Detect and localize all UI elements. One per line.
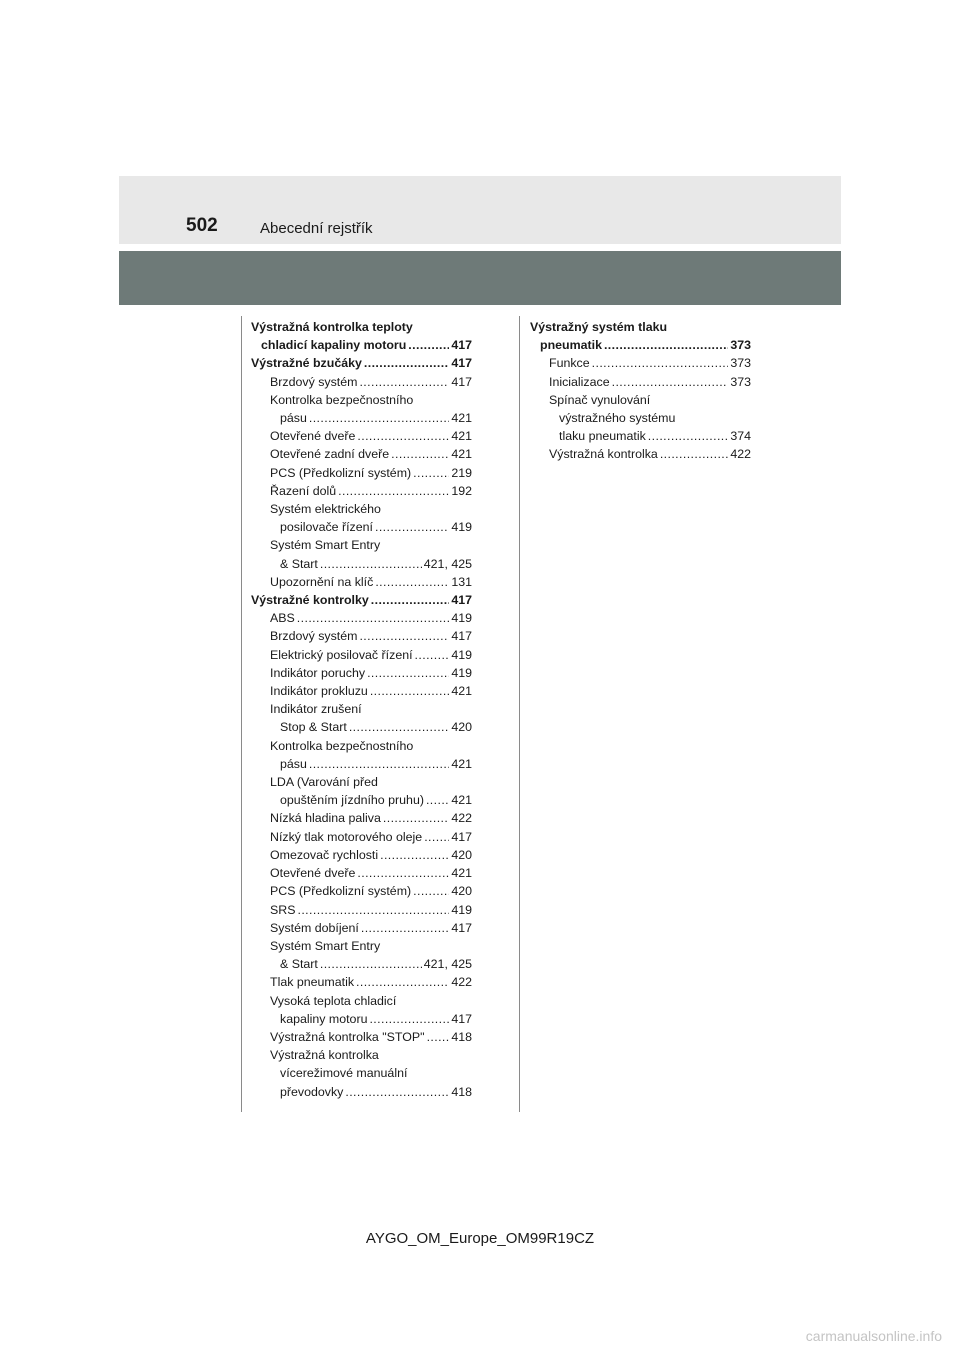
index-entry-page[interactable]: 421: [451, 793, 472, 808]
index-entry-term: ABS: [270, 611, 295, 626]
index-entry-term: Systém elektrického: [270, 502, 381, 517]
index-entry: [530, 445, 751, 463]
index-entry: [251, 773, 472, 791]
index-entry: [251, 482, 472, 500]
dot-leader: [426, 791, 449, 809]
index-entry-term: Otevřené dveře: [270, 866, 356, 881]
dot-leader: [424, 828, 449, 846]
index-entry-page[interactable]: 417: [451, 374, 472, 389]
index-entry: [251, 737, 472, 755]
index-entry-page[interactable]: 417: [451, 593, 472, 608]
index-entry: [251, 700, 472, 718]
index-entry-term: Elektrický posilovač řízení: [270, 647, 413, 662]
dot-leader: [367, 664, 449, 682]
index-entry-page[interactable]: 219: [451, 465, 472, 480]
index-entry-term: Nízký tlak motorového oleje: [270, 829, 423, 844]
index-entry: [530, 336, 751, 354]
index-entry-term: Výstražný systém tlaku: [530, 320, 668, 334]
index-entry: [251, 846, 472, 864]
index-entry-term: Systém dobíjení: [270, 920, 359, 935]
index-entry-page[interactable]: 417: [451, 829, 472, 844]
index-entry: [251, 591, 472, 609]
index-entry: [251, 536, 472, 554]
index-entry: [251, 882, 472, 900]
index-entry-term: Výstražné bzučáky: [251, 356, 362, 371]
index-entry: [251, 973, 472, 991]
index-entry: [251, 555, 472, 573]
dot-leader: [338, 482, 449, 500]
dot-leader: [592, 354, 729, 372]
index-entry-page[interactable]: 192: [451, 483, 472, 498]
index-entry-term: Indikátor prokluzu: [270, 684, 368, 699]
index-entry: [251, 791, 472, 809]
index-entry-page[interactable]: 421: [451, 866, 472, 881]
dot-leader: [309, 755, 449, 773]
index-entry: [251, 500, 472, 518]
dot-leader: [660, 445, 729, 463]
dot-leader: [320, 555, 422, 573]
index-entry-term: pásu: [280, 756, 307, 771]
dot-leader: [413, 882, 449, 900]
dot-leader: [357, 427, 449, 445]
index-entry: [251, 445, 472, 463]
index-entry-page[interactable]: 421: [451, 684, 472, 699]
index-entry-term: chladicí kapaliny motoru: [261, 338, 407, 353]
index-entry-term: převodovky: [280, 1084, 344, 1099]
index-entry-term: Otevřené dveře: [270, 429, 356, 444]
dot-leader: [356, 973, 449, 991]
dot-leader: [427, 1028, 450, 1046]
index-entry-page[interactable]: 417: [451, 338, 472, 353]
index-entry-page[interactable]: 421: [451, 447, 472, 462]
dot-leader: [612, 373, 729, 391]
dot-leader: [364, 354, 449, 372]
index-entry-term: Výstražná kontrolka "STOP": [270, 1029, 425, 1044]
index-entry: [251, 373, 472, 391]
index-entry-term: Kontrolka bezpečnostního: [270, 392, 414, 407]
index-entry: [251, 919, 472, 937]
index-entry: [251, 682, 472, 700]
index-entry-term: Nízká hladina paliva: [270, 811, 381, 826]
index-entry: [251, 828, 472, 846]
index-entry-term: Řazení dolů: [270, 483, 337, 498]
index-entry-page[interactable]: 373: [730, 356, 751, 371]
index-entry-page[interactable]: 417: [451, 920, 472, 935]
dot-leader: [413, 464, 449, 482]
index-entry: [251, 937, 472, 955]
index-entry-term: Brzdový systém: [270, 374, 358, 389]
index-entry-term: Systém Smart Entry: [270, 538, 381, 553]
dot-leader: [369, 1010, 449, 1028]
index-entry: [251, 627, 472, 645]
index-entry-page[interactable]: 417: [451, 356, 472, 371]
index-entry-term: Výstražná kontrolka teploty: [251, 320, 413, 334]
index-entry: [251, 809, 472, 827]
index-entry-term: Omezovač rychlosti: [270, 847, 379, 862]
header-band: [119, 176, 841, 244]
index-entry-page[interactable]: 131: [451, 574, 472, 589]
index-entry-term: opuštěním jízdního pruhu): [280, 793, 424, 808]
index-entry: [251, 427, 472, 445]
dot-leader: [297, 901, 449, 919]
index-entry: [251, 755, 472, 773]
dot-leader: [361, 919, 449, 937]
right-column-rule: [519, 316, 520, 1112]
index-entry: [251, 646, 472, 664]
index-entry-page[interactable]: 419: [451, 611, 472, 626]
index-entry-page[interactable]: 418: [451, 1084, 472, 1099]
index-entry-term: vícerežimové manuální: [280, 1066, 408, 1081]
index-entry-page[interactable]: 421: [451, 756, 472, 771]
index-entry-term: Vysoká teplota chladicí: [270, 993, 397, 1008]
index-entry-page[interactable]: 421: [451, 411, 472, 426]
index-entry-page[interactable]: 418: [451, 1029, 472, 1044]
index-entry-page[interactable]: 417: [451, 1011, 472, 1026]
index-entry-term: Upozornění na klíč: [270, 574, 374, 589]
dot-leader: [370, 682, 450, 700]
dot-leader: [415, 646, 450, 664]
watermark: carmanualsonline.info: [805, 1328, 942, 1344]
index-entry: [251, 864, 472, 882]
index-entry-page[interactable]: 419: [451, 902, 472, 917]
index-entry: [251, 354, 472, 372]
index-entry-term: LDA (Varování před: [270, 775, 378, 790]
dot-leader: [391, 445, 449, 463]
index-entry: [530, 373, 751, 391]
index-entry: [530, 427, 751, 445]
index-entry: [251, 464, 472, 482]
index-entry-term: Stop & Start: [280, 720, 347, 735]
dot-leader: [648, 427, 729, 445]
dot-leader: [297, 609, 450, 627]
index-entry-page[interactable]: 422: [451, 975, 472, 990]
index-entry: [251, 518, 472, 536]
index-entry: [251, 718, 472, 736]
index-entry-term: Systém Smart Entry: [270, 938, 381, 953]
index-entry-term: Inicializace: [549, 374, 610, 389]
index-entry-term: Výstražná kontrolka: [549, 447, 658, 462]
index-entry-page[interactable]: 373: [730, 374, 751, 389]
index-entry: [251, 992, 472, 1010]
index-entry: [530, 354, 751, 372]
index-entry: [251, 409, 472, 427]
index-entry-page[interactable]: 421, 425: [423, 556, 472, 571]
index-entry-term: Tlak pneumatik: [270, 975, 355, 990]
dot-leader: [604, 336, 728, 354]
index-entry-term: Otevřené zadní dveře: [270, 447, 390, 462]
index-entry-term: posilovače řízení: [280, 520, 373, 535]
dot-leader: [359, 627, 449, 645]
index-entry: [251, 336, 472, 354]
left-column-rule: [241, 316, 242, 1112]
index-entry-page[interactable]: 420: [451, 847, 472, 862]
page-number: 502: [186, 215, 218, 236]
index-entry-term: kapaliny motoru: [280, 1011, 368, 1026]
index-column-left: [251, 318, 472, 1101]
index-entry-page[interactable]: 419: [451, 665, 472, 680]
index-entry-page[interactable]: 417: [451, 629, 472, 644]
index-entry: [251, 955, 472, 973]
dot-leader: [349, 718, 450, 736]
index-entry-term: Funkce: [549, 356, 590, 371]
index-entry-term: výstražného systému: [559, 411, 676, 426]
dot-leader: [383, 809, 449, 827]
index-entry-term: pásu: [280, 411, 307, 426]
index-entry-page[interactable]: 421: [451, 429, 472, 444]
index-entry-page[interactable]: 374: [730, 429, 751, 444]
dot-leader: [359, 373, 449, 391]
dot-leader: [345, 1083, 449, 1101]
section-title: Abecední rejstřík: [260, 220, 373, 237]
dot-leader: [375, 573, 449, 591]
index-entry-term: & Start: [280, 556, 318, 571]
index-entry-page[interactable]: 422: [730, 447, 751, 462]
index-entry-term: SRS: [270, 902, 296, 917]
index-entry: [251, 573, 472, 591]
index-entry-term: Spínač vynulování: [549, 392, 651, 407]
dot-leader: [371, 591, 450, 609]
index-entry-page[interactable]: 420: [451, 884, 472, 899]
dot-leader: [380, 846, 449, 864]
index-entry: [251, 664, 472, 682]
index-entry: [530, 409, 751, 427]
index-entry: [530, 391, 751, 409]
index-entry-page[interactable]: 422: [451, 811, 472, 826]
index-entry: [251, 1010, 472, 1028]
index-entry-term: Indikátor zrušení: [270, 702, 362, 717]
document-code: AYGO_OM_Europe_OM99R19CZ: [365, 1230, 595, 1247]
index-entry-term: Výstražná kontrolka: [270, 1048, 379, 1063]
dot-leader: [408, 336, 449, 354]
index-column-right: [530, 318, 751, 464]
index-entry: [530, 318, 751, 336]
index-entry-term: Indikátor poruchy: [270, 665, 366, 680]
index-entry: [251, 391, 472, 409]
index-entry-term: PCS (Předkolizní systém): [270, 884, 412, 899]
index-entry: [251, 1028, 472, 1046]
index-entry-term: pneumatik: [540, 338, 602, 353]
index-entry-page[interactable]: 373: [730, 338, 751, 353]
index-entry: [251, 609, 472, 627]
dot-leader: [320, 955, 422, 973]
dot-leader: [309, 409, 449, 427]
dot-leader: [375, 518, 449, 536]
index-entry-term: tlaku pneumatik: [559, 429, 646, 444]
index-entry-page[interactable]: 420: [451, 720, 472, 735]
index-entry: [251, 901, 472, 919]
dot-leader: [357, 864, 449, 882]
index-entry-term: PCS (Předkolizní systém): [270, 465, 412, 480]
chapter-band: [119, 251, 841, 305]
index-entry-term: & Start: [280, 957, 318, 972]
index-entry: [251, 1046, 472, 1064]
index-entry-term: Výstražné kontrolky: [251, 593, 369, 608]
index-entry-page[interactable]: 419: [451, 520, 472, 535]
index-entry: [251, 1064, 472, 1082]
index-entry: [251, 318, 472, 336]
index-entry-page[interactable]: 421, 425: [423, 957, 472, 972]
index-entry: [251, 1083, 472, 1101]
index-entry-term: Brzdový systém: [270, 629, 358, 644]
index-entry-term: Kontrolka bezpečnostního: [270, 738, 414, 753]
index-entry-page[interactable]: 419: [451, 647, 472, 662]
